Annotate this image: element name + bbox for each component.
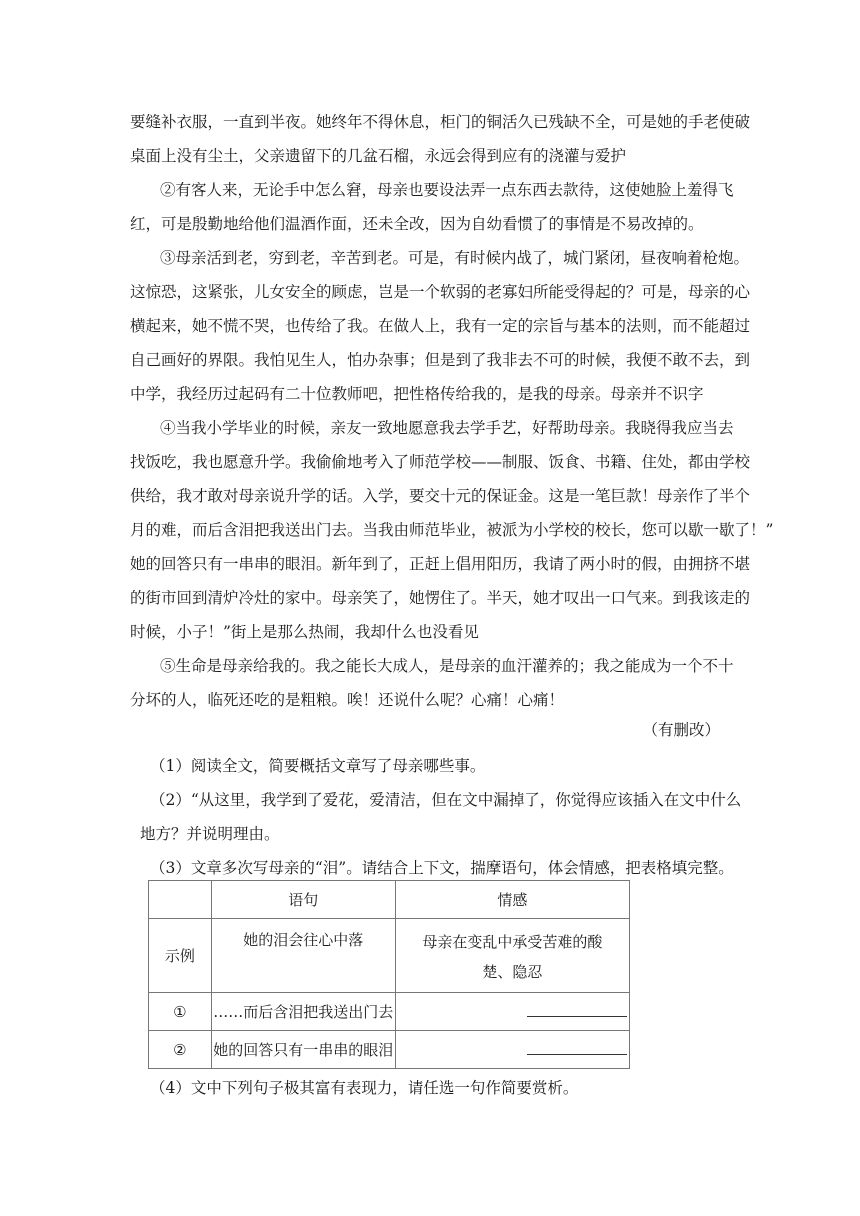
row-sentence: 她的回答只有一串串的眼泪 (211, 1031, 395, 1069)
paragraph-line: 横起来，她不慌不哭，也传给了我。在做人上，我有一定的宗旨与基本的法则，而不能超过 (130, 317, 751, 335)
answer-blank-1[interactable] (395, 993, 629, 1031)
paragraph-line: 这惊恐，这紧张，儿女安全的顾虑，岂是一个软弱的老寡妇所能受得起的？可是，母亲的心 (130, 283, 751, 301)
paragraph-3-line: ③母亲活到老，穷到老，辛苦到老。可是，有时候内战了，城门紧闭，昼夜响着枪炮。 (160, 249, 750, 267)
paragraph-line: 桌面上没有尘土，父亲遗留下的几盆石榴，永远会得到应有的浇灌与爱护 (130, 147, 627, 165)
paragraph-4-line: ④当我小学毕业的时候，亲友一致地愿意我去学手艺，好帮助母亲。我晓得我应当去 (160, 419, 734, 437)
question-2-continued: 地方？并说明理由。 (140, 825, 280, 843)
row-emotion-line-1: 母亲在变乱中承受苦难的酸 (422, 932, 603, 951)
header-cell-sentence: 语句 (211, 881, 395, 919)
header-cell-empty (149, 881, 212, 919)
header-cell-emotion: 情感 (395, 881, 629, 919)
paragraph-line: 她的回答只有一串串的眼泪。新年到了，正赶上倡用阳历，我请了两小时的假，由拥挤不堪 (130, 555, 751, 573)
row-emotion-line-2: 楚、隐忍 (482, 962, 543, 981)
table-row-1 (149, 993, 630, 1031)
answer-line (527, 1002, 627, 1017)
source-note: （有删改） (642, 721, 720, 739)
paragraph-line: 找饭吃，我也愿意升学。我偷偷地考入了师范学校——制服、饭食、书籍、住处，都由学校 (130, 453, 751, 471)
table-row-example (149, 919, 630, 993)
tears-analysis-table (148, 880, 630, 1069)
paragraph-line: 月的难，而后含泪把我送出门去。当我由师范毕业，被派为小学校的校长，您可以歇一歇了！” (130, 521, 774, 539)
paragraph-line: 自己画好的界限。我怕见生人，怕办杂事；但是到了我非去不可的时候，我便不敢不去，到 (130, 351, 751, 369)
question-3: （3）文章多次写母亲的“泪”。请结合上下文，揣摩语句，体会情感，把表格填完整。 (150, 859, 734, 877)
paragraph-2-line: ②有客人来，无论手中怎么窘，母亲也要设法弄一点东西去款待，这使她脸上羞得飞 (160, 181, 734, 199)
row-label: 示例 (149, 919, 212, 993)
answer-line (527, 1040, 627, 1055)
row-label: ② (149, 1031, 212, 1069)
question-2: （2）“从这里，我学到了爱花，爱清洁，但在文中漏掉了，你觉得应该插入在文中什么 (150, 791, 742, 809)
question-1: （1）阅读全文，简要概括文章写了母亲哪些事。 (150, 757, 486, 775)
paragraph-5-line: ⑤生命是母亲给我的。我之能长大成人，是母亲的血汗灌养的；我之能成为一个不十 (160, 657, 734, 675)
row-sentence: 她的泪会往心中落 (211, 919, 395, 993)
row-sentence: ……而后含泪把我送出门去 (211, 993, 395, 1031)
paragraph-line: 红，可是殷勤地给他们温酒作面，还未全改，因为自幼看惯了的事情是不易改掉的。 (130, 215, 704, 233)
question-4: （4）文中下列句子极其富有表现力，请任选一句作简要赏析。 (150, 1079, 579, 1097)
paragraph-line: 中学，我经历过起码有二十位教师吧，把性格传给我的，是我的母亲。母亲并不识字 (130, 385, 704, 403)
paragraph-line: 要缝补衣服，一直到半夜。她终年不得休息，柜门的铜活久已残缺不全，可是她的手老使破 (130, 113, 751, 131)
paragraph-line: 供给，我才敢对母亲说升学的话。入学，要交十元的保证金。这是一笔巨款！母亲作了半个 (130, 487, 751, 505)
answer-blank-2[interactable] (395, 1031, 629, 1069)
table-header-row (149, 881, 630, 919)
paragraph-line: 的街市回到清炉冷灶的家中。母亲笑了，她愣住了。半天，她才叹出一口气来。到我该走的 (130, 589, 751, 607)
paragraph-line: 分坏的人，临死还吃的是粗粮。唉！还说什么呢？心痛！心痛！ (130, 691, 565, 709)
paragraph-line: 时候，小子！”街上是那么热闹，我却什么也没看见 (130, 623, 479, 641)
row-label: ① (149, 993, 212, 1031)
table-row-2 (149, 1031, 630, 1069)
row-emotion (395, 919, 629, 993)
